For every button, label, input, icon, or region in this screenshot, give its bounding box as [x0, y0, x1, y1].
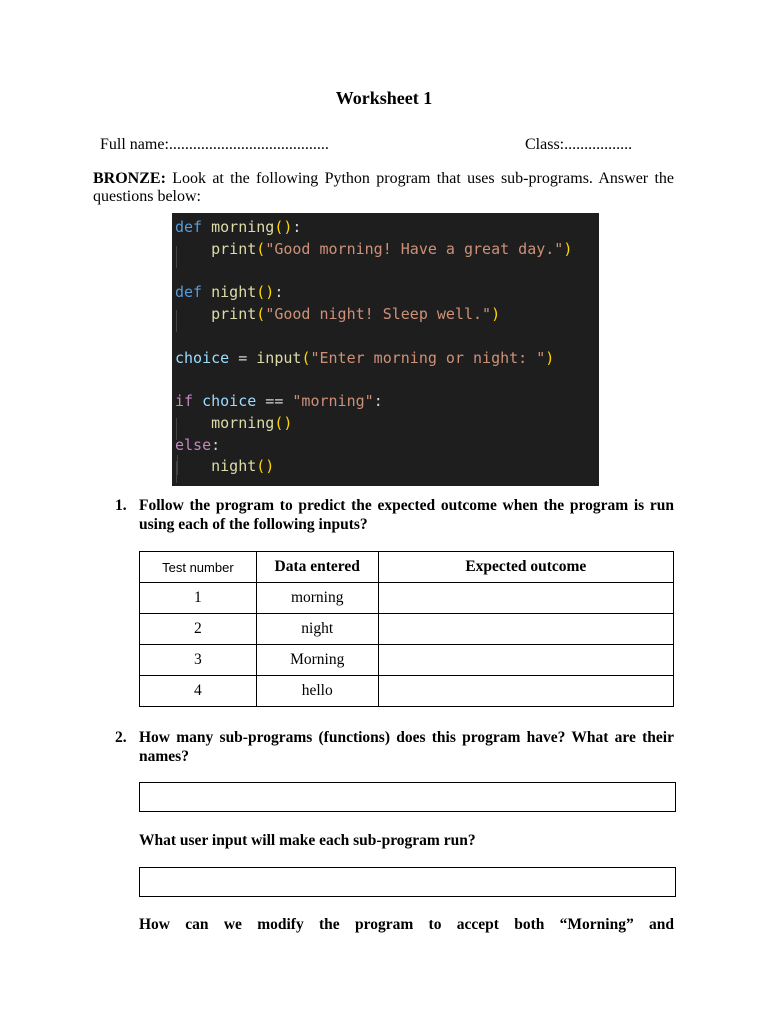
header-test-number: Test number — [140, 552, 257, 583]
test-number-cell: 1 — [140, 583, 257, 614]
full-name-field[interactable]: Full name:........................................ — [100, 136, 329, 153]
question-2-sub-2: How can we modify the program to accept both “Morning” and — [139, 916, 674, 933]
code-line-4: print("Good night! Sleep well.") — [211, 305, 501, 323]
code-line-1: def morning(): — [175, 218, 302, 236]
bronze-instructions — [93, 170, 674, 206]
expected-outcome-cell[interactable] — [378, 614, 673, 645]
code-line-5: choice = input("Enter morning or night: ") — [175, 349, 555, 367]
bronze-label: BRONZE: — [93, 170, 166, 187]
code-line-6: if choice == "morning": — [175, 392, 383, 410]
test-number-cell: 4 — [140, 676, 257, 707]
table-row — [140, 583, 674, 614]
expected-outcome-cell[interactable] — [378, 583, 673, 614]
test-table — [139, 551, 674, 707]
question-2-number: 2. — [115, 729, 127, 746]
bronze-text: Look at the following Python program that uses sub-programs. Answer the questions below: — [93, 170, 674, 205]
table-header-row — [140, 552, 674, 583]
table-row — [140, 645, 674, 676]
data-entered-cell: hello — [256, 676, 378, 707]
table-row — [140, 614, 674, 645]
worksheet-title: Worksheet 1 — [335, 88, 433, 108]
header-data-entered: Data entered — [256, 552, 378, 583]
expected-outcome-cell[interactable] — [378, 645, 673, 676]
class-field[interactable]: Class:................. — [525, 136, 633, 153]
answer-box-user-input[interactable] — [139, 867, 676, 897]
code-line-9: night() — [211, 457, 275, 475]
code-line-2: print("Good morning! Have a great day.") — [211, 240, 573, 258]
code-line-7: morning() — [211, 414, 293, 432]
code-line-3: def night(): — [175, 283, 284, 301]
expected-outcome-cell[interactable] — [378, 676, 673, 707]
question-2-sub-1: What user input will make each sub-program run? — [139, 832, 476, 849]
code-block — [172, 213, 599, 486]
data-entered-cell: morning — [256, 583, 378, 614]
data-entered-cell: Morning — [256, 645, 378, 676]
code-line-8: else: — [175, 436, 221, 454]
question-1-text: Follow the program to predict the expected outcome when the program is run using each of the following inputs? — [139, 497, 674, 533]
data-entered-cell: night — [256, 614, 378, 645]
table-row — [140, 676, 674, 707]
question-2-text: How many sub-programs (functions) does this program have? What are their names? — [139, 729, 674, 765]
answer-box-function-names[interactable] — [139, 782, 676, 812]
header-expected-outcome: Expected outcome — [378, 552, 673, 583]
test-number-cell: 2 — [140, 614, 257, 645]
test-number-cell: 3 — [140, 645, 257, 676]
question-1-number: 1. — [115, 497, 127, 514]
